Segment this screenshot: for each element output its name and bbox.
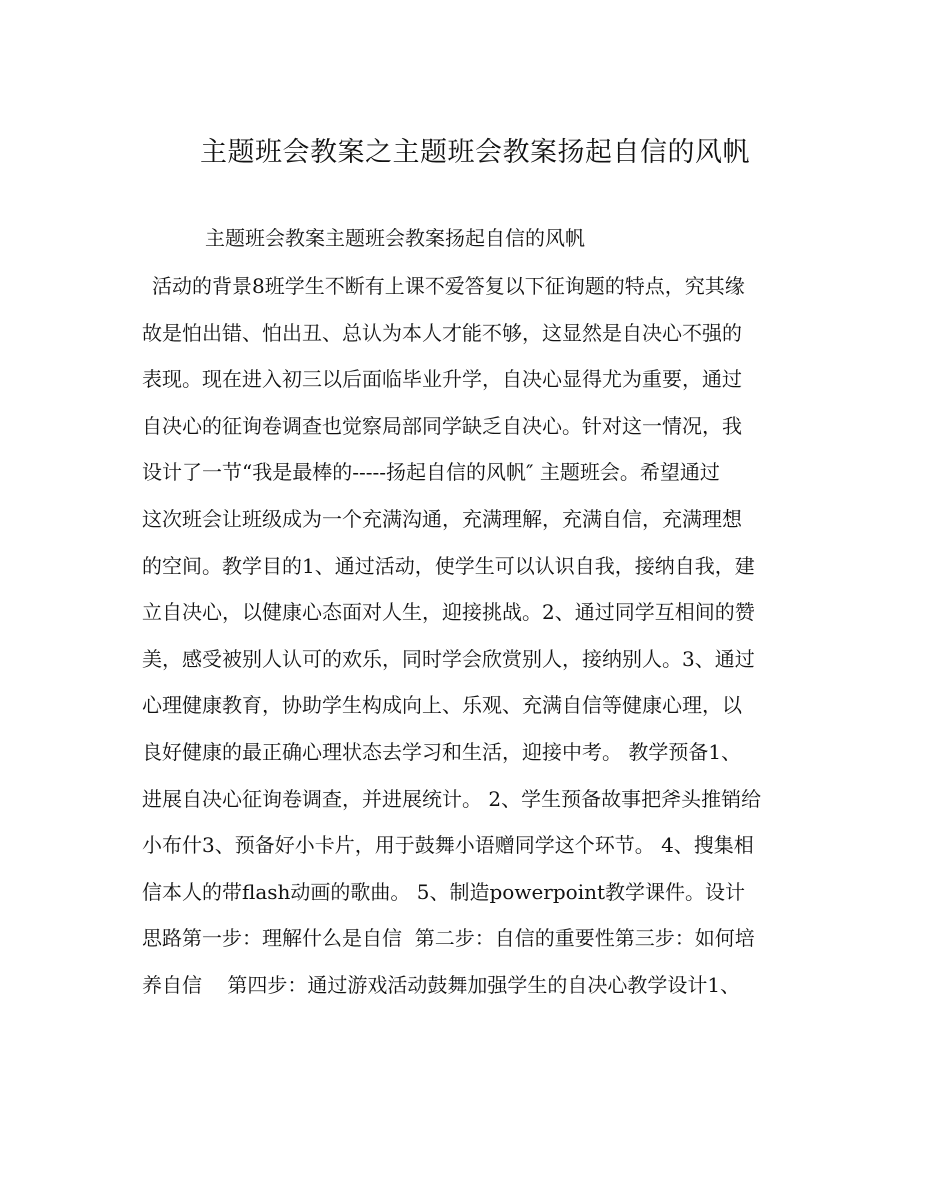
body-line: 良好健康的最正确心理状态去学习和生活，迎接中考。 教学预备1、 (142, 739, 742, 764)
body-line: 的空间。教学目的1、通过活动，使学生可以认识自我，接纳自我，建 (142, 553, 755, 578)
body-line: 表现。现在进入初三以后面临毕业升学，自决心显得尤为重要，通过 (142, 367, 742, 392)
body-line: 养自信 第四步：通过游戏活动鼓舞加强学生的自决心教学设计1、 (142, 972, 741, 997)
body-line: 心理健康教育，协助学生构成向上、乐观、充满自信等健康心理，以 (142, 693, 742, 718)
body-line: 立自决心，以健康心态面对人生，迎接挑战。2、通过同学互相间的赞 (142, 600, 755, 625)
body-line: 小布什3、预备好小卡片，用于鼓舞小语赠同学这个环节。 4、搜集相 (142, 833, 754, 858)
document-body (142, 267, 822, 1013)
document-title: 主题班会教案之主题班会教案扬起自信的风帆 (200, 137, 750, 168)
body-line: 信本人的带flash动画的歌曲。 5、制造powerpoint教学课件。设计 (142, 879, 746, 904)
body-line: 美，感受被别人认可的欢乐，同时学会欣赏别人，接纳别人。3、通过 (142, 646, 755, 671)
body-line: 思路第一步：理解什么是自信 第二步：自信的重要性第三步：如何培 (142, 926, 755, 951)
body-line: 自决心的征询卷调查也觉察局部同学缺乏自决心。针对这一情况，我 (142, 413, 742, 438)
body-line: 这次班会让班级成为一个充满沟通，充满理解，充满自信，充满理想 (142, 506, 742, 531)
body-line: 故是怕出错、怕出丑、总认为本人才能不够，这显然是自决心不强的 (142, 320, 742, 345)
body-line: 进展自决心征询卷调查，并进展统计。 2、学生预备故事把斧头推销给 (142, 786, 762, 811)
body-line: 活动的背景8班学生不断有上课不爱答复以下征询题的特点，究其缘 (152, 274, 745, 298)
body-line: 设计了一节“我是最棒的-----扬起自信的风帆″ 主题班会。希望通过 (142, 460, 720, 485)
document-subtitle: 主题班会教案主题班会教案扬起自信的风帆 (205, 226, 585, 250)
